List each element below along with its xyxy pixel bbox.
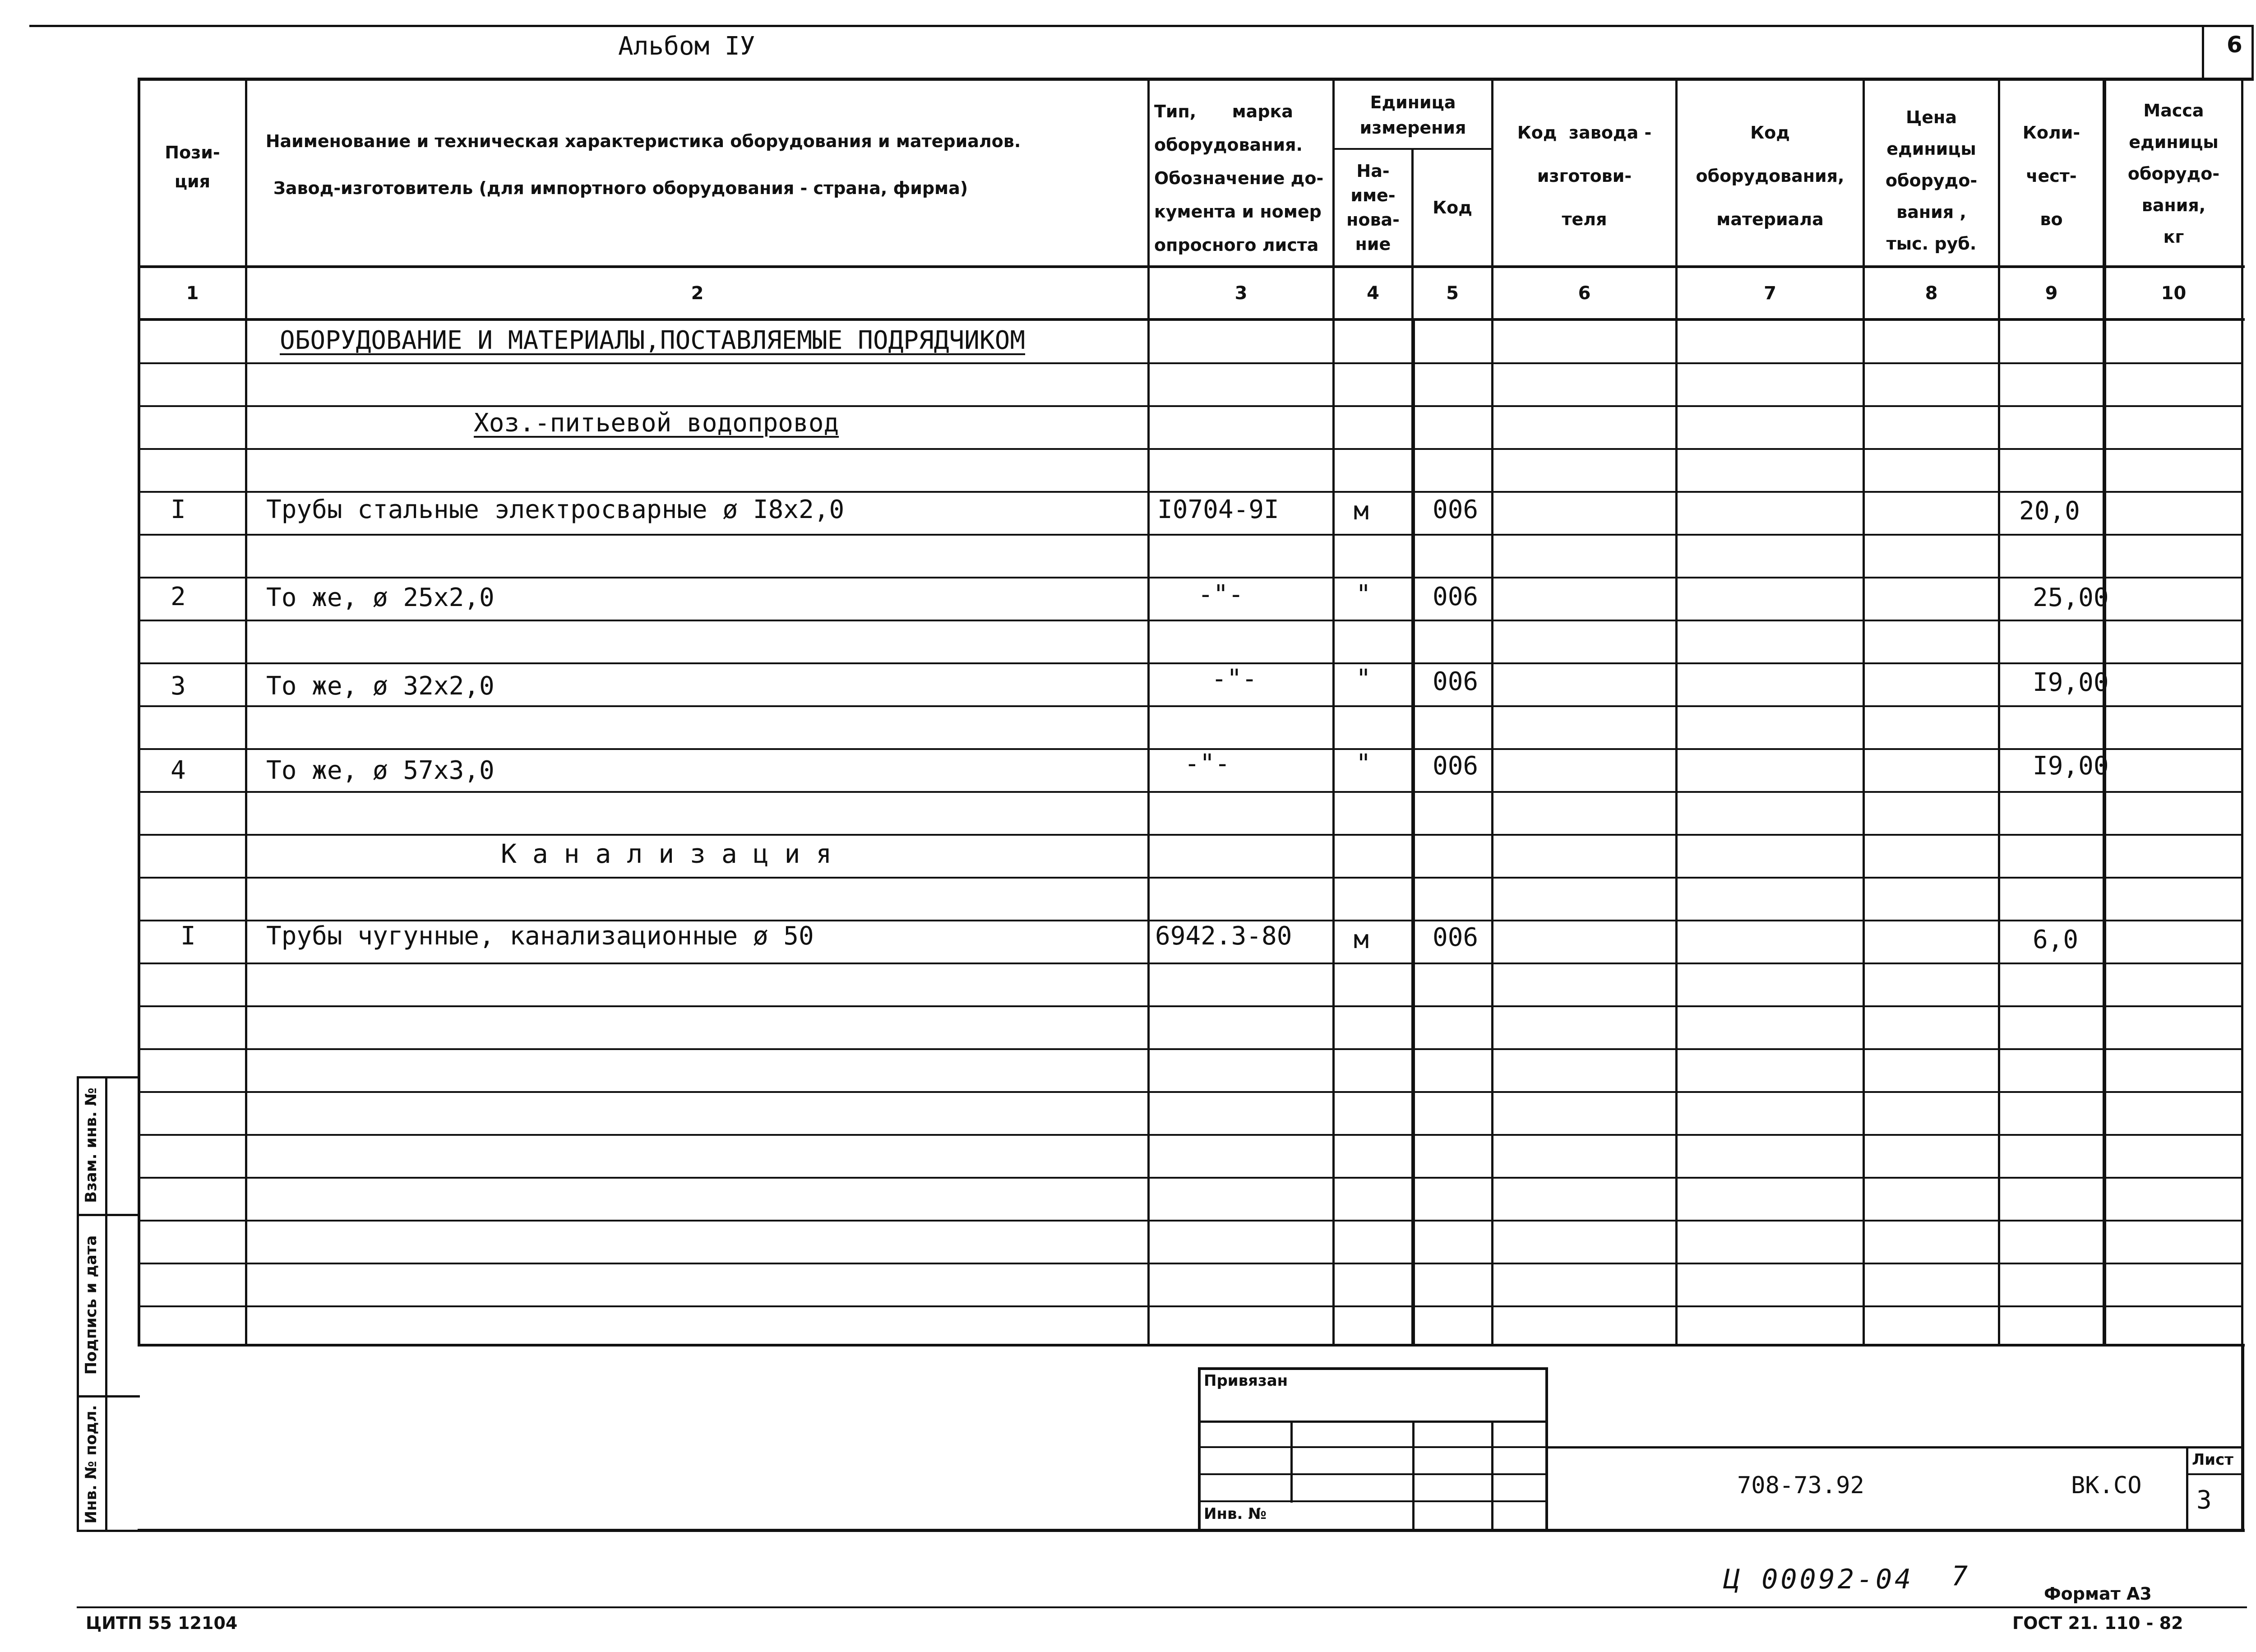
header-col3-line1: Тип, марка [1154,102,1293,121]
row-line-18 [138,1134,2243,1136]
header-col8-line2: единицы [1886,139,1976,159]
header-col3-line4: кумента и номер [1154,202,1322,222]
frame-bottom [138,1529,2245,1532]
header-col8-line1: Цена [1906,107,1957,127]
item-code: 006 [1433,495,1479,524]
table-top [138,78,2254,81]
item-name: То же, ø 57x3,0 [266,756,495,785]
side-stamp-podpis: Подпись и дата [82,1235,100,1375]
header-col8-line3: оборудо- [1885,171,1978,190]
header-col45 [1335,83,1491,147]
header-col8-line4: вания , [1896,202,1966,222]
header-col3-line2: оборудования. [1154,135,1303,155]
footer-handwritten-num: 7 [1951,1560,1968,1592]
header-col45-line2: измерения [1359,118,1466,138]
item-doc: -"- [1184,749,1230,778]
header-col8 [1865,99,1998,262]
item-pos: I [171,495,186,524]
tb-list-label: Лист [2192,1451,2233,1469]
header-col9-line2: чест- [2026,166,2077,186]
item-pos: 3 [171,671,186,701]
item-unit: м [1354,925,1369,954]
page-number-box-left [2202,25,2204,80]
header-col9 [2000,108,2103,244]
subsection-water: Хоз.-питьевой водопровод [474,408,839,438]
item-name: Трубы чугунные, канализационные ø 50 [266,921,814,951]
colnum-6: 6 [1578,282,1591,304]
tb-list-div [2186,1473,2242,1475]
side-stamp-vzam: Взам. инв. № [82,1087,100,1203]
colnum-2: 2 [691,282,704,304]
tb-row2 [1198,1446,1548,1448]
row-line-16 [138,1048,2243,1050]
header-col1-line1: Пози- [165,143,220,162]
item-qty: I9,00 [2033,668,2109,697]
header-col10-line1: Масса [2143,101,2204,120]
header-col7-line3: материала [1716,209,1824,229]
tb-main-line [1548,1446,2242,1448]
tb-top [1198,1367,1548,1370]
header-col4-line3: нова- [1346,210,1400,230]
tb-doc-code: 708-73.92 [1737,1472,1864,1499]
row-line-14 [138,963,2243,964]
item-unit: " [1356,664,1371,694]
row-line-1 [138,405,2243,407]
item-doc: -"- [1211,664,1257,694]
row-line-21 [138,1263,2243,1264]
header-col4 [1335,151,1411,264]
header-col8-line5: тыс. руб. [1886,234,1977,254]
tb-row3 [1198,1473,1548,1475]
header-col4-line2: име- [1350,185,1396,205]
item-unit: " [1356,749,1371,778]
tb-list-left [2186,1446,2188,1530]
row-line-3 [138,491,2243,493]
colnum-10: 10 [2161,282,2187,304]
top-border-line [29,25,2254,27]
subsection-sewer: К а н а л и з а ц и я [501,838,832,869]
item-pos: 4 [171,756,186,785]
header-col10 [2106,88,2241,259]
header-col6 [1493,108,1675,244]
frame-right-top [2251,25,2254,80]
colnum-1: 1 [186,282,199,304]
header-col9-line1: Коли- [2022,123,2080,143]
colnum-bottom [138,318,2245,321]
header-col4-line1: На- [1356,161,1390,181]
header-col7-line2: оборудования, [1696,166,1845,186]
header-col10-line3: оборудо- [2127,164,2220,184]
item-qty: 25,00 [2033,583,2109,612]
tb-row4 [1198,1500,1548,1502]
header-col7 [1678,108,1863,244]
header-col6-line2: изготови- [1537,166,1632,186]
header-col10-line2: единицы [2129,132,2219,152]
item-name: То же, ø 25x2,0 [266,583,495,612]
row-line-11 [138,834,2243,836]
footer-citp: ЦИТП 55 12104 [86,1613,238,1633]
row-line-5 [138,577,2243,578]
item-name: То же, ø 32x2,0 [266,671,495,701]
header-col45-line1: Единица [1370,93,1456,112]
header-col10-line4: вания, [2141,195,2206,215]
table-bottom [138,1344,2245,1347]
tb-mark: ВК.СО [2071,1472,2142,1499]
item-unit: " [1356,580,1371,609]
tb-right [1545,1367,1548,1530]
colnum-7: 7 [1764,282,1776,304]
header-col7-line1: Код [1750,123,1790,143]
page-corner-number: 6 [2227,32,2242,58]
item-doc: 6942.3-80 [1155,921,1292,951]
row-line-0 [138,362,2243,364]
row-line-12 [138,877,2243,879]
tb-col2 [1412,1421,1415,1530]
item-pos: I [180,921,196,951]
header-col1 [140,126,245,208]
header-col5: Код [1433,198,1472,217]
row-line-15 [138,1005,2243,1007]
row-line-22 [138,1305,2243,1307]
header-col3-line5: опросного листа [1154,235,1319,255]
tb-list-no: 3 [2196,1485,2212,1515]
tb-col3 [1491,1421,1493,1530]
item-doc: -"- [1198,580,1244,609]
footer-format: Формат А3 [2044,1584,2152,1604]
footer-gost: ГОСТ 21. 110 - 82 [2012,1613,2183,1633]
row-line-2 [138,448,2243,450]
colnum-4: 4 [1367,282,1379,304]
row-line-8 [138,705,2243,707]
header-col2 [247,113,1147,217]
col-line-4b [1411,318,1415,1347]
item-code: 006 [1433,751,1479,781]
tb-row1 [1198,1421,1548,1423]
item-qty: I9,00 [2033,751,2109,781]
item-qty: 6,0 [2033,925,2079,954]
colnum-8: 8 [1925,282,1938,304]
row-line-6 [138,620,2243,621]
row-line-20 [138,1220,2243,1222]
item-code: 006 [1433,582,1479,611]
footer-handwritten: Ц 00092-04 [1724,1564,1914,1595]
album-title: Альбом IУ [618,32,755,61]
colnum-3: 3 [1234,282,1248,304]
unit-subheader-line [1335,148,1493,150]
row-line-17 [138,1091,2243,1093]
header-col6-line1: Код завода - [1517,123,1652,143]
header-col9-line3: во [2040,209,2063,229]
item-name: Трубы стальные электросварные ø I8x2,0 [266,495,845,524]
item-qty: 20,0 [2019,496,2080,526]
header-col4-line4: ние [1355,234,1391,254]
side-stamp-inv: Инв. № подл. [82,1405,100,1524]
tb-left [1198,1367,1201,1530]
frame-right [2241,1344,2244,1532]
header-col1-line2: ция [174,171,211,191]
tb-privyazan: Привязан [1204,1372,1288,1390]
header-col10-line5: кг [2163,227,2184,247]
row-line-7 [138,662,2243,664]
tb-inv-no: Инв. № [1204,1505,1267,1523]
section-title: ОБОРУДОВАНИЕ И МАТЕРИАЛЫ,ПОСТАВЛЯЕМЫЕ ПОДРЯДЧИКОМ [280,326,1026,355]
header-col2-line2: Завод-изготовитель (для импортного оборудования - страна, фирма) [273,178,968,198]
side-stamp-mid [105,1076,107,1532]
col-line-9 [2103,78,2106,1347]
header-col6-line3: теля [1562,209,1607,229]
header-col3 [1151,93,1336,264]
side-stamp-div1 [77,1214,140,1216]
item-code: 006 [1433,923,1479,952]
item-unit: м [1354,496,1369,526]
colnum-9: 9 [2045,282,2058,304]
row-line-10 [138,791,2243,793]
tb-col1 [1290,1421,1293,1503]
col-line-10 [2241,78,2243,1347]
side-stamp-left [77,1076,79,1532]
item-code: 006 [1433,667,1479,696]
colnum-5: 5 [1446,282,1459,304]
item-pos: 2 [171,582,186,611]
row-line-19 [138,1177,2243,1179]
row-line-4 [138,534,2243,536]
header-col3-line3: Обозначение до- [1154,168,1324,188]
item-doc: I0704-9I [1157,495,1279,524]
footer-line [77,1606,2247,1608]
header-col2-line1: Наименование и техническая характеристика оборудования и материалов. [265,131,1021,151]
